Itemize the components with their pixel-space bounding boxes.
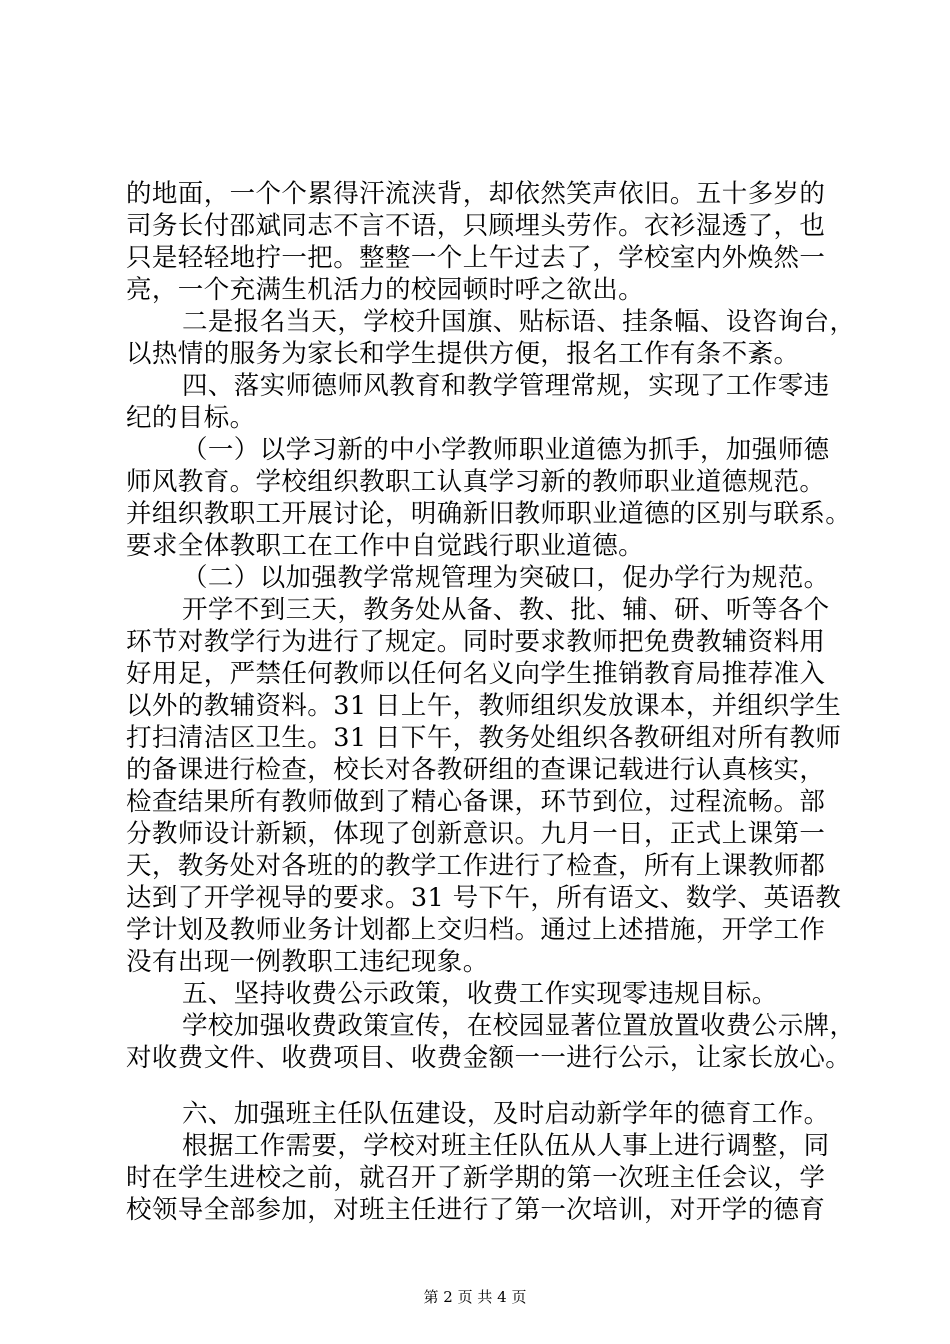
text-line: 亮，一个充满生机活力的校园顿时呼之欲出。 <box>126 275 645 305</box>
text-line: 六、加强班主任队伍建设，及时启动新学年的德育工作。 <box>182 1099 830 1129</box>
text-line: 根据工作需要，学校对班主任队伍从人事上进行调整，同 <box>182 1131 830 1161</box>
text-line: 的地面，一个个累得汗流浃背，却依然笑声依旧。五十多岁的 <box>126 179 826 209</box>
text-line: 司务长付邵斌同志不言不语，只顾埋头劳作。衣衫湿透了，也 <box>126 211 826 241</box>
text-line: 时在学生进校之前，就召开了新学期的第一次班主任会议，学 <box>126 1163 826 1193</box>
text-line: 学计划及教师业务计划都上交归档。通过上述措施，开学工作 <box>126 915 826 945</box>
text-line: 达到了开学视导的要求。31 号下午，所有语文、数学、英语教 <box>126 883 842 913</box>
text-line: （二）以加强教学常规管理为突破口，促办学行为规范。 <box>182 563 830 593</box>
text-line: 要求全体教职工在工作中自觉践行职业道德。 <box>126 531 645 561</box>
text-line: 环节对教学行为进行了规定。同时要求教师把免费教辅资料用 <box>126 627 826 657</box>
text-line: 好用足，严禁任何教师以任何名义向学生推销教育局推荐准入 <box>126 659 826 689</box>
text-line: 四、落实师德师风教育和教学管理常规，实现了工作零违 <box>182 371 830 401</box>
text-line: 学校加强收费政策宣传，在校园显著位置放置收费公示牌， <box>182 1011 856 1041</box>
text-line: 只是轻轻地拧一把。整整一个上午过去了，学校室内外焕然一 <box>126 243 826 273</box>
text-line: 对收费文件、收费项目、收费金额一一进行公示，让家长放心。 <box>126 1043 852 1073</box>
text-line: 师风教育。学校组织教职工认真学习新的教师职业道德规范。 <box>126 467 826 497</box>
text-line: 打扫清洁区卫生。31 日下午，教务处组织各教研组对所有教师 <box>126 723 842 753</box>
text-line: 并组织教职工开展讨论，明确新旧教师职业道德的区别与联系。 <box>126 499 852 529</box>
text-line: 分教师设计新颖，体现了创新意识。九月一日，正式上课第一 <box>126 819 826 849</box>
text-line: 五、坚持收费公示政策，收费工作实现零违规目标。 <box>182 979 778 1009</box>
text-line: 以外的教辅资料。31 日上午，教师组织发放课本，并组织学生 <box>126 691 842 721</box>
text-line: 天，教务处对各班的的教学工作进行了检查，所有上课教师都 <box>126 851 826 881</box>
text-line: 检查结果所有教师做到了精心备课，环节到位，过程流畅。部 <box>126 787 826 817</box>
text-line: （一）以学习新的中小学教师职业道德为抓手，加强师德 <box>182 435 830 465</box>
text-line: 没有出现一例教职工违纪现象。 <box>126 947 489 977</box>
text-line: 的备课进行检查，校长对各教研组的查课记载进行认真核实， <box>126 755 826 785</box>
text-line: 开学不到三天，教务处从备、教、批、辅、研、听等各个 <box>182 595 830 625</box>
text-line: 以热情的服务为家长和学生提供方便，报名工作有条不紊。 <box>126 339 800 369</box>
text-line: 纪的目标。 <box>126 403 256 433</box>
text-line: 校领导全部参加，对班主任进行了第一次培训，对开学的德育 <box>126 1195 826 1225</box>
text-line: 二是报名当天，学校升国旗、贴标语、挂条幅、设咨询台， <box>182 307 856 337</box>
page-number-footer: 第 2 页 共 4 页 <box>423 1288 527 1306</box>
